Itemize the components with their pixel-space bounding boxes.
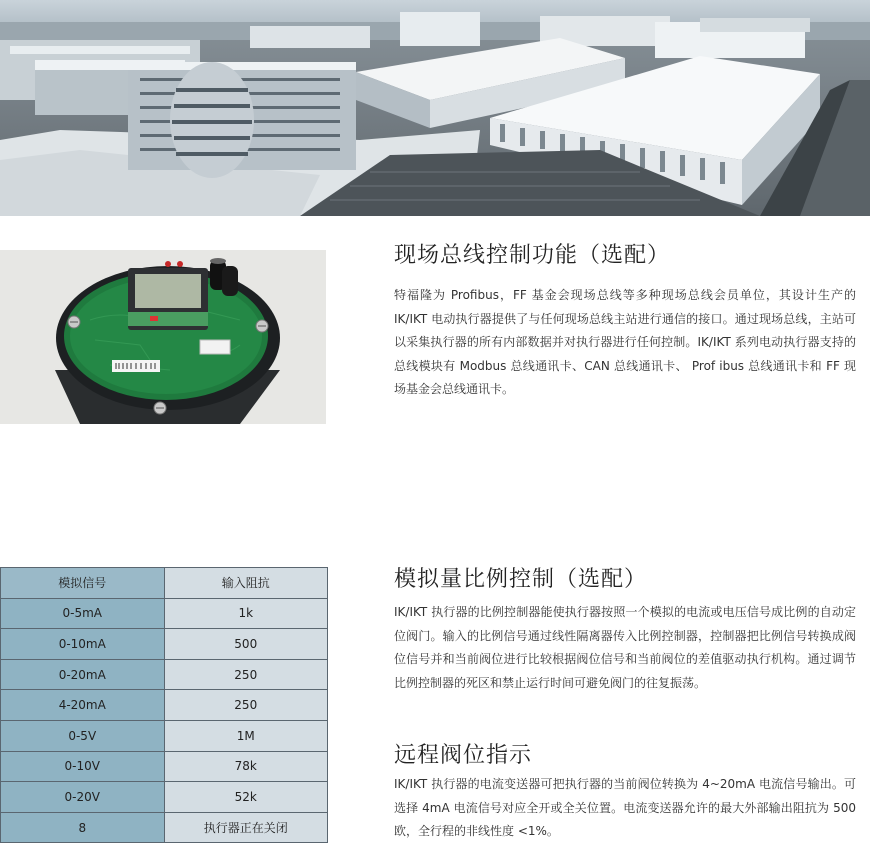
section-body-fieldbus: 特福隆为 Profibus，FF 基金会现场总线等多种现场总线会员单位，其设计生产的 IK/IKT 电动执行器提供了与任何现场总线主站进行通信的接口。通过现场总线，主站可以采集执行器的所有内部数据并对执行器进行任何控制。IK/IKT 系列电动执行器支持的总线模块有 Modbus 总线通讯卡、CAN 总线通讯卡、 Prof ibus 总线通讯卡和 FF 现场基金会总线通讯卡。 <box>394 288 856 396</box>
section-title-fieldbus: 现场总线控制功能（选配） <box>394 243 671 268</box>
table-header-impedance: 输入阻抗 <box>164 568 327 599</box>
table-cell-impedance: 250 <box>164 690 327 721</box>
table-row <box>1 690 328 721</box>
table-cell-signal: 0-20V <box>1 782 165 813</box>
table-cell-impedance: 1k <box>164 598 327 629</box>
table-cell-signal: 4-20mA <box>1 690 165 721</box>
table-cell-signal: 0-5mA <box>1 598 165 629</box>
table-cell-impedance: 执行器正在关闭 <box>164 812 327 843</box>
table-cell-impedance: 52k <box>164 782 327 813</box>
table-row <box>1 720 328 751</box>
table-row <box>1 598 328 629</box>
table-row <box>1 782 328 813</box>
section-body-remote-position: IK/IKT 执行器的电流变送器可把执行器的当前阀位转换为 4~20mA 电流信号输出。可选择 4mA 电流信号对应全开或全关位置。电流变送器允许的最大外部输出阻抗为 500 欧，全行程的非线性度 <1%。 <box>394 777 856 838</box>
section-body-analog-control: IK/IKT 执行器的比例控制器能使执行器按照一个模拟的电流或电压信号成比例的自动定位阀门。输入的比例信号通过线性隔离器传入比例控制器，控制器把比例信号转换成阀位信号并和当前阀位进行比较根据阀位信号和当前阀位的差值驱动执行机构。通过调节比例控制器的死区和禁止运行时间可避免阀门的往复振荡。 <box>394 605 856 690</box>
table-header-row <box>1 568 328 599</box>
actuator-circuit-board-photo <box>0 250 326 424</box>
table-row <box>1 751 328 782</box>
table-cell-signal: 0-10V <box>1 751 165 782</box>
table-row <box>1 629 328 660</box>
section-title-remote-position: 远程阀位指示 <box>394 743 533 768</box>
section-title-analog-control: 模拟量比例控制（选配） <box>394 567 648 592</box>
table-row <box>1 659 328 690</box>
table-cell-signal: 0-20mA <box>1 659 165 690</box>
table-header-signal: 模拟信号 <box>1 568 165 599</box>
table-cell-impedance: 500 <box>164 629 327 660</box>
table-cell-signal: 0-5V <box>1 720 165 751</box>
table-cell-signal: 8 <box>1 812 165 843</box>
table-cell-impedance: 78k <box>164 751 327 782</box>
table-row <box>1 812 328 843</box>
signal-impedance-table <box>0 567 328 843</box>
table-cell-impedance: 250 <box>164 659 327 690</box>
table-cell-impedance: 1M <box>164 720 327 751</box>
factory-aerial-photo <box>0 0 870 216</box>
table-cell-signal: 0-10mA <box>1 629 165 660</box>
